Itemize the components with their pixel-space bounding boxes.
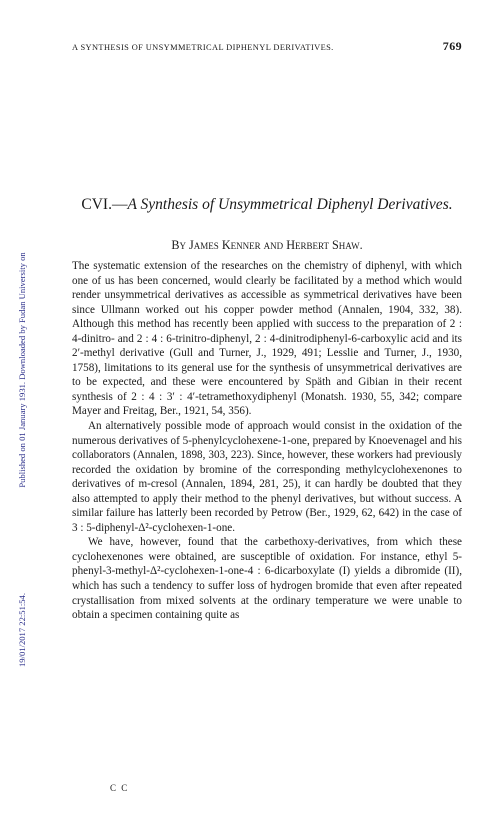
- article-title: [72, 196, 462, 214]
- paragraph: We have, however, found that the carbethoxy-derivatives, from which these cyclohexenones were obtained, are susceptible of oxidation. For instance, ethyl 5-phenyl-3-methyl-Δ²-cyclohexen-1-one-4 : 6-dicarboxylate (I) yields a dibromide (II), which has such a tendency to suffer loss of hydrogen bromide that even after repeated crystallisation from mixed solvents at the ordinary temperature we were unable to obtain a specimen containing quite as: [72, 536, 462, 622]
- signature-mark: C C: [110, 783, 129, 793]
- download-watermark: [12, 110, 27, 668]
- article-number: CVI.—: [81, 196, 128, 213]
- watermark-text-date: 19/01/2017 22:51:54.: [17, 592, 27, 668]
- paragraph: The systematic extension of the researches on the chemistry of diphenyl, with which one of us has been concerned, would clearly be facilitated by a method which would render unsymmetrical derivatives as accessible as symmetrical derivatives have been since Ullmann worked out his copper powder method (Annalen, 1904, 332, 38). Although this method has recently been applied with success to the preparation of 2 : 4-dinitro- and 2 : 4 : 6-trinitro-diphenyl, 2 : 4-dinitrodiphenyl-6-carboxylic acid and its 2′-methyl derivative (Gull and Turner, J., 1929, 491; Lesslie and Turner, J., 1930, 1758), limitations to its general use for the synthesis of unsymmetrical derivatives are to be expected, and these were encountered by Späth and Gibian in their recent synthesis of 2 : 4 : 3′ : 4′-tetramethoxydiphenyl (Monatsh. 1930, 55, 342; compare Mayer and Freitag, Ber., 1921, 54, 356).: [72, 260, 462, 418]
- running-header: [72, 40, 462, 54]
- watermark-text: Published on 01 January 1931. Downloaded by Fudan University on: [17, 252, 27, 488]
- paragraph: An alternatively possible mode of approach would consist in the oxidation of the numerous derivatives of 5-phenylcyclohexene-1-one, prepared by Knoevenagel and his collaborators (Annalen, 1898, 303, 223). Since, however, these workers had previously recorded the oxidation by bromine of the corresponding methylcyclohexenones to derivatives of m-cresol (Annalen, 1894, 281, 25), it can hardly be doubted that they also attempted to apply their method to the phenyl derivatives, but without success. A similar failure has latterly been recorded by Petrow (Ber., 1929, 62, 642) in the case of 3 : 5-diphenyl-Δ²-cyclohexen-1-one.: [72, 420, 462, 534]
- article-body: [72, 259, 462, 623]
- running-title: A SYNTHESIS OF UNSYMMETRICAL DIPHENYL DERIVATIVES.: [72, 43, 334, 52]
- page-number: 769: [442, 39, 462, 53]
- byline: By James Kenner and Herbert Shaw.: [171, 238, 363, 252]
- article-title-text: A Synthesis of Unsymmetrical Diphenyl Derivatives.: [127, 196, 453, 213]
